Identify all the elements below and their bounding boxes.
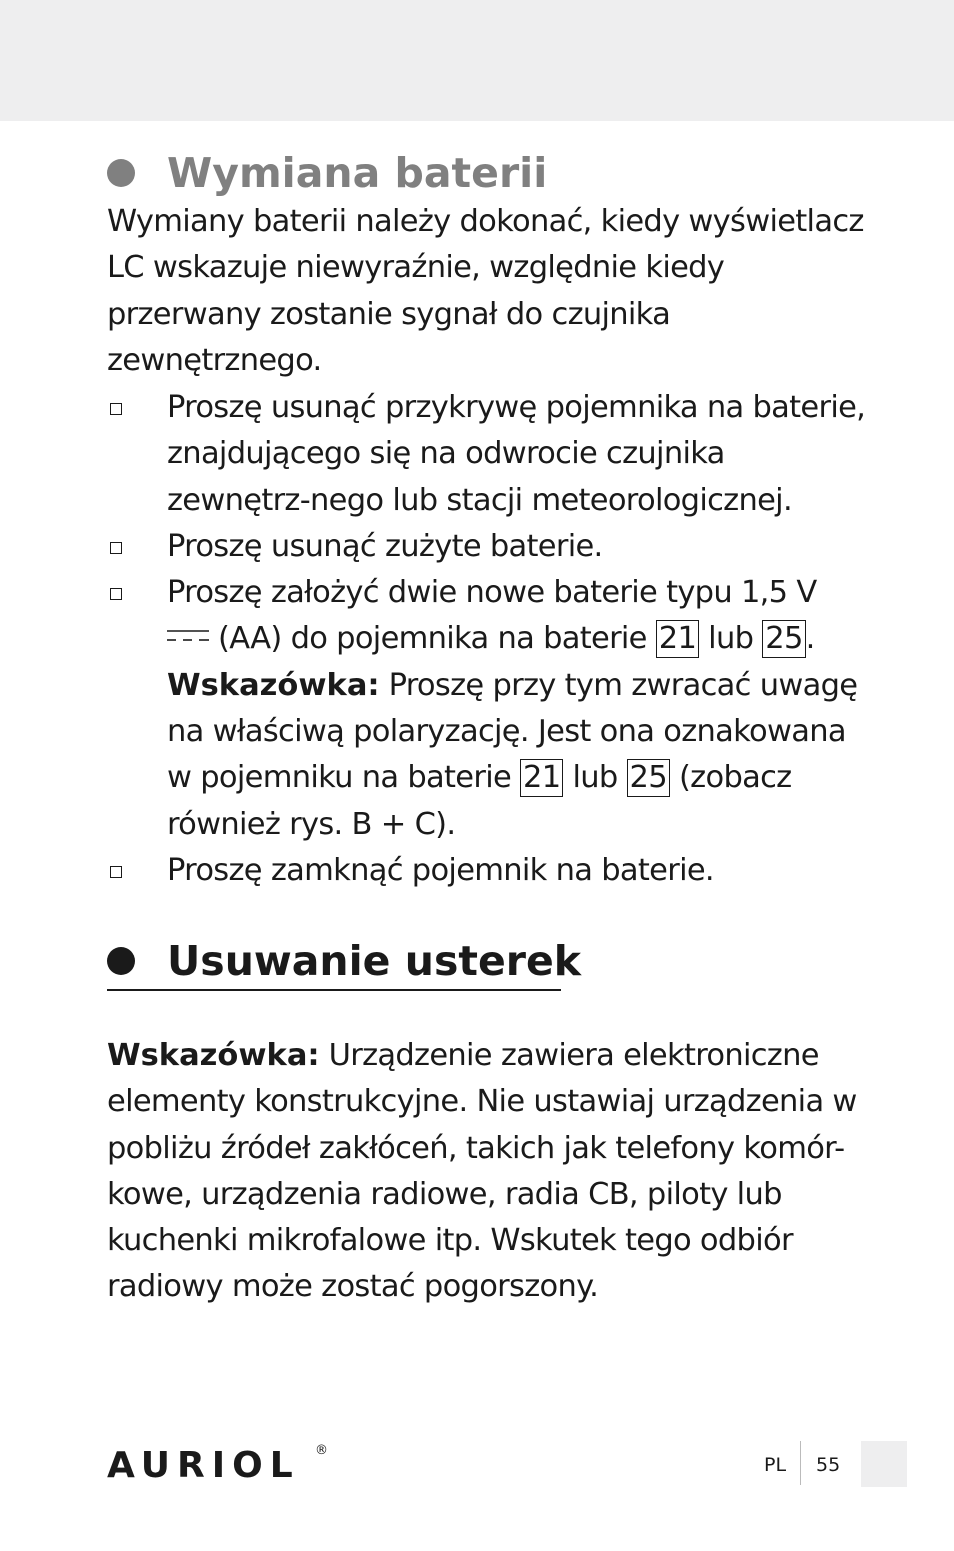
note-label: Wskazówka: (167, 667, 380, 703)
heading-underline (107, 989, 561, 991)
auriol-logo (107, 1440, 337, 1484)
direct-current-icon (167, 628, 209, 644)
figure-ref-21: 21 (520, 759, 563, 797)
troubleshooting-note-paragraph (107, 1033, 867, 1311)
footer-divider (800, 1441, 801, 1485)
page-tab-marker (861, 1441, 907, 1487)
header-band (0, 0, 954, 121)
list-item (107, 385, 867, 524)
checkbox-bullet-icon (110, 866, 122, 878)
language-code: PL (764, 1454, 787, 1476)
page-number: 55 (816, 1454, 841, 1476)
brand-wordmark: AURIOL (107, 1445, 300, 1484)
step-text: (AA) do pojemnika na baterie (218, 621, 647, 657)
step-text: Proszę usunąć przykrywę pojemnika na baterie, znajdującego się na odwrocie czujnika zewnętrz-nego lub stacji meteorologicznej. (167, 390, 866, 518)
checkbox-bullet-icon (110, 403, 122, 415)
step-text: Proszę zamknąć pojemnik na baterie. (167, 852, 714, 888)
checkbox-bullet-icon (110, 588, 122, 600)
step-text: Proszę usunąć zużyte baterie. (167, 528, 603, 564)
troubleshooting-section-title: Usuwanie usterek (167, 937, 582, 985)
list-item (107, 848, 867, 894)
battery-section-title: Wymiana baterii (167, 149, 548, 197)
figure-ref-21: 21 (656, 620, 699, 658)
note-text: Proszę przy tym zwracać uwagę na właściwą polaryzację. Jest ona oznakowana w pojemniku na baterie (167, 667, 858, 796)
figure-ref-25: 25 (627, 759, 670, 797)
figure-ref-25: 25 (762, 620, 805, 658)
battery-steps-list (107, 385, 867, 894)
checkbox-bullet-icon (110, 542, 122, 554)
list-item (107, 524, 867, 570)
sentence-end: . (805, 621, 815, 657)
connector-text: lub (572, 760, 618, 796)
note-text: Urządzenie zawiera elektroniczne elementy konstrukcyjne. Nie ustawiaj urządzenia w pobliżu źródeł zakłóceń, takich jak telefony komór-kowe, urządzenia radiowe, radia CB, piloty lub kuchenki mikrofalowe itp. Wskutek tego odbiór radiowy może zostać pogorszony. (107, 1038, 857, 1305)
note-end-text: (zobacz również rys. B + C). (167, 760, 792, 842)
step-text: Proszę założyć dwie nowe baterie typu 1,5 V (167, 575, 817, 611)
battery-intro-paragraph: Wymiany baterii należy dokonać, kiedy wyświetlacz LC wskazuje niewyraźnie, względnie kiedy przerwany zostanie sygnał do czujnika zewnętrznego. (107, 204, 864, 378)
connector-text: lub (708, 621, 754, 657)
registered-mark: ® (315, 1443, 328, 1458)
heading-bullet-icon (107, 159, 135, 187)
note-label: Wskazówka: (107, 1038, 320, 1073)
heading-bullet-icon (107, 947, 135, 975)
list-item (107, 570, 867, 848)
